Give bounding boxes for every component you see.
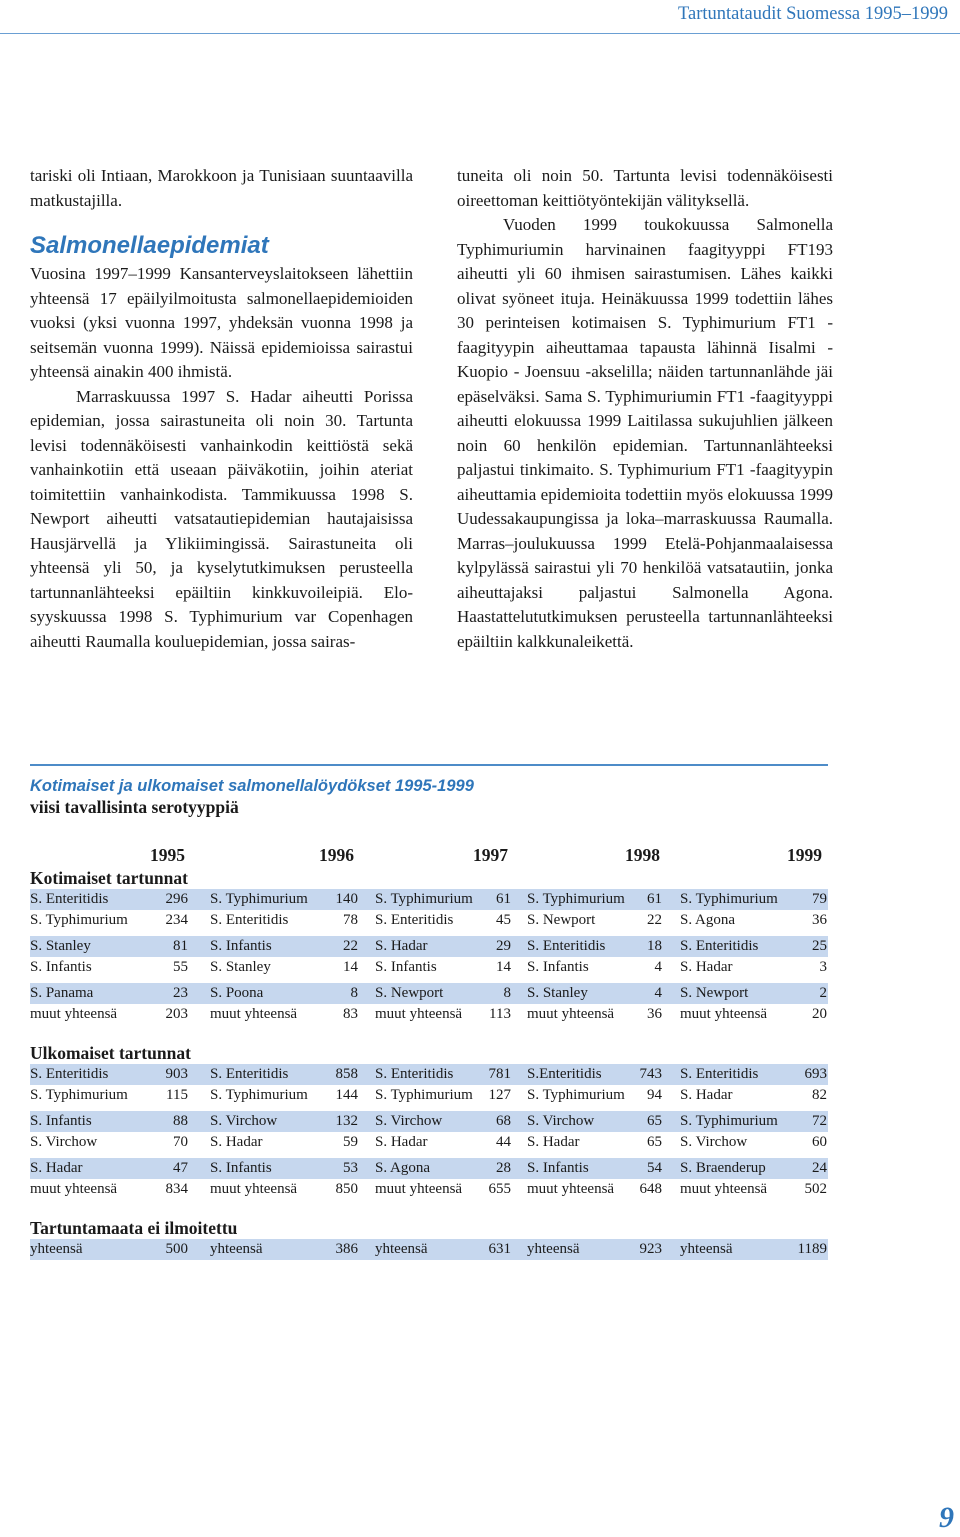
case-count: 28 [496, 1160, 511, 1176]
group-heading-domestic: Kotimaiset tartunnat [30, 868, 188, 888]
serotype-name: S. Hadar [30, 1160, 83, 1176]
serotype-name: S. Infantis [210, 938, 272, 954]
domestic-rows [30, 889, 828, 1025]
serotype-name: S. Enteritidis [527, 938, 606, 954]
serotype-name: S. Panama [30, 985, 94, 1001]
serotype-name: S. Stanley [527, 985, 588, 1001]
case-count: 115 [166, 1087, 188, 1103]
case-count: 3 [819, 959, 827, 975]
year-label: 1997 [473, 845, 508, 865]
case-count: 54 [647, 1160, 662, 1176]
case-count: 72 [812, 1113, 827, 1129]
serotype-name: S. Typhimurium [210, 891, 308, 907]
case-count: 631 [488, 1241, 511, 1257]
case-count: 36 [812, 912, 827, 928]
case-count: 113 [489, 1006, 511, 1022]
table-row [30, 957, 828, 978]
serotype-name: S. Infantis [30, 959, 92, 975]
serotype-name: S. Enteritidis [210, 912, 289, 928]
serotype-name: S. Typhimurium [30, 912, 128, 928]
case-count: 4 [654, 959, 662, 975]
case-count: 44 [496, 1134, 511, 1150]
year-label: 1998 [625, 845, 660, 865]
table-subtitle: viisi tavallisinta serotyyppiä [30, 797, 239, 817]
serotype-name: S. Infantis [527, 1160, 589, 1176]
case-count: 24 [812, 1160, 827, 1176]
case-count: 1189 [797, 1241, 827, 1257]
case-count: 743 [639, 1066, 662, 1082]
case-count: 79 [812, 891, 827, 907]
group-heading-unknown: Tartuntamaata ei ilmoitettu [30, 1218, 238, 1238]
serotype-name: S. Poona [210, 985, 264, 1001]
serotype-name: S. Infantis [527, 959, 589, 975]
case-count: 68 [496, 1113, 511, 1129]
case-count: 22 [647, 912, 662, 928]
unknown-rows [30, 1239, 828, 1260]
paragraph: Vuoden 1999 toukokuussa Salmonella Typhimuriumin harvinainen faagityyppi FT193 aiheutti yli 60 ihmisen sairastumisen. Lähes kaikki olivat syöneet ituja. Heinäkuussa 1999 todettiin lähes 30 perinteisen kotimaisen S. Typhimurium FT1 -faagityypin aiheuttamaa tapausta lähinnä Iisalmi - Kuopio - Joensuu -akselilla; näiden tartunnanlähde jäi epäselväksi. Sama S. Typhimuriumin FT1 -faagityyppi aiheutti elokuussa 1999 Laitilassa sukujuhlien jälkeen noin 60 henkilön epidemian. Tartunnanlähteeksi paljastui tinkimaito. S. Typhimurium FT1 -faagityypin aiheuttamia epidemioita todettiin myös elokuussa 1999 Uudessakaupungissa ja loka–marraskuussa Raumalla. Marras–joulukuussa 1999 Etelä-Pohjanmaalaisessa kylpylässä sairastui yli 70 henkilöä vatsatautiin, jonka aiheuttajaksi paljastui Salmonella Agona. Haastattelututkimuksen perusteella tartunnanlähteeksi epäiltiin kalkkunaleikettä. [457, 215, 833, 651]
serotype-name: yhteensä [527, 1241, 580, 1257]
case-count: 203 [165, 1006, 188, 1022]
serotype-name: S. Typhimurium [680, 1113, 778, 1129]
serotype-name: S. Typhimurium [210, 1087, 308, 1103]
table-row [30, 983, 828, 1004]
case-count: 81 [173, 938, 188, 954]
serotype-name: S. Hadar [680, 959, 733, 975]
case-count: 834 [165, 1181, 188, 1197]
salmonella-table [30, 764, 828, 1260]
table-row [30, 1111, 828, 1132]
table-row [30, 1158, 828, 1179]
case-count: 53 [343, 1160, 358, 1176]
table-rule [30, 764, 828, 766]
serotype-name: S. Braenderup [680, 1160, 766, 1176]
serotype-name: yhteensä [30, 1241, 83, 1257]
serotype-name: S. Virchow [210, 1113, 278, 1129]
year-header-row [30, 845, 828, 867]
case-count: 70 [173, 1134, 188, 1150]
header-rule [0, 33, 960, 34]
case-count: 903 [165, 1066, 188, 1082]
table-row [30, 1239, 828, 1260]
case-count: 47 [173, 1160, 188, 1176]
paragraph: Vuosina 1997–1999 Kansanterveyslaitokseen lähettiin yhteensä 17 epäilyilmoitusta salmonellaepidemioiden vuoksi (yksi vuonna 1997, yhdeksän vuonna 1998 ja seitsemän vuonna 1999). Näissä epidemioissa sairastui yhteensä ainakin 400 ihmistä. [30, 264, 413, 381]
serotype-name: S. Stanley [30, 938, 91, 954]
serotype-name: S. Newport [527, 912, 596, 928]
table-row [30, 889, 828, 910]
table-row [30, 1179, 828, 1200]
case-count: 693 [804, 1066, 827, 1082]
serotype-name: S. Enteritidis [375, 1066, 454, 1082]
case-count: 25 [812, 938, 827, 954]
case-count: 8 [350, 985, 358, 1001]
case-count: 94 [647, 1087, 662, 1103]
serotype-name: S. Hadar [527, 1134, 580, 1150]
group-heading-foreign: Ulkomaiset tartunnat [30, 1043, 191, 1063]
serotype-name: S. Virchow [680, 1134, 748, 1150]
case-count: 500 [165, 1241, 188, 1257]
serotype-name: S. Typhimurium [527, 1087, 625, 1103]
case-count: 20 [812, 1006, 827, 1022]
serotype-name: S. Enteritidis [30, 891, 109, 907]
serotype-name: S. Infantis [210, 1160, 272, 1176]
serotype-name: S. Typhimurium [375, 891, 473, 907]
serotype-name: muut yhteensä [210, 1006, 298, 1022]
serotype-name: S. Newport [375, 985, 444, 1001]
serotype-name: muut yhteensä [375, 1181, 463, 1197]
serotype-name: S. Enteritidis [30, 1066, 109, 1082]
table-row [30, 1004, 828, 1025]
case-count: 2 [819, 985, 827, 1001]
serotype-name: S. Typhimurium [375, 1087, 473, 1103]
serotype-name: S. Enteritidis [210, 1066, 289, 1082]
case-count: 18 [647, 938, 662, 954]
page-number: 9 [939, 1501, 954, 1534]
serotype-name: S. Hadar [375, 1134, 428, 1150]
case-count: 234 [165, 912, 188, 928]
article-right-column [457, 164, 833, 654]
serotype-name: muut yhteensä [527, 1181, 615, 1197]
serotype-name: S. Typhimurium [30, 1087, 128, 1103]
serotype-name: S. Infantis [375, 959, 437, 975]
year-label: 1995 [150, 845, 185, 865]
table-title: Kotimaiset ja ulkomaiset salmonellalöydökset 1995-1999 [30, 777, 474, 795]
serotype-name: yhteensä [375, 1241, 428, 1257]
case-count: 36 [647, 1006, 662, 1022]
case-count: 65 [647, 1134, 662, 1150]
case-count: 60 [812, 1134, 827, 1150]
case-count: 22 [343, 938, 358, 954]
case-count: 8 [503, 985, 511, 1001]
year-label: 1999 [787, 845, 822, 865]
case-count: 14 [496, 959, 511, 975]
case-count: 29 [496, 938, 511, 954]
serotype-name: muut yhteensä [680, 1006, 768, 1022]
serotype-name: S. Hadar [680, 1087, 733, 1103]
case-count: 655 [488, 1181, 511, 1197]
case-count: 65 [647, 1113, 662, 1129]
table-row [30, 1064, 828, 1085]
serotype-name: muut yhteensä [210, 1181, 298, 1197]
section-heading: Salmonellaepidemiat [30, 232, 269, 259]
case-count: 296 [165, 891, 188, 907]
case-count: 45 [496, 912, 511, 928]
foreign-rows [30, 1064, 828, 1200]
serotype-name: S. Typhimurium [680, 891, 778, 907]
running-header: Tartuntataudit Suomessa 1995–1999 [677, 4, 948, 24]
serotype-name: S. Newport [680, 985, 749, 1001]
paragraph: tuneita oli noin 50. Tartunta levisi todennäköisesti oireettoman keittiötyöntekijän välityksellä. [457, 166, 833, 210]
serotype-name: muut yhteensä [680, 1181, 768, 1197]
serotype-name: yhteensä [210, 1241, 263, 1257]
paragraph: Marraskuussa 1997 S. Hadar aiheutti Porissa epidemian, jossa sairastuneita oli noin 30. Tartunta levisi todennäköisesti vanhainkodin keittiöstä sekä vanhainkotiin että useaan päiväkotiin, joihin ateriat toimitettiin vanhainkodista. Tammikuussa 1998 S. Newport aiheutti vatsatautiepidemian hautajaisissa Hausjärvellä ja Ylikiimingissä. Sairastuneita oli yhteensä yli 50, ja kyselytutkimuksen perusteella tartunnanlähteeksi epäiltiin kinkkuvoileipiä. Elo-syyskuussa 1998 S. Typhimurium var Copenhagen aiheutti Raumalla kouluepidemian, jossa sairas- [30, 386, 413, 651]
year-label: 1996 [319, 845, 354, 865]
serotype-name: muut yhteensä [30, 1006, 118, 1022]
table-row [30, 936, 828, 957]
serotype-name: S.Enteritidis [527, 1066, 602, 1082]
case-count: 144 [335, 1087, 358, 1103]
serotype-name: S. Enteritidis [375, 912, 454, 928]
serotype-name: S. Agona [375, 1160, 431, 1176]
article-left-column [30, 164, 413, 654]
case-count: 78 [343, 912, 358, 928]
serotype-name: S. Infantis [30, 1113, 92, 1129]
case-count: 386 [335, 1241, 358, 1257]
case-count: 61 [647, 891, 662, 907]
case-count: 850 [335, 1181, 358, 1197]
case-count: 858 [335, 1066, 358, 1082]
serotype-name: yhteensä [680, 1241, 733, 1257]
case-count: 140 [335, 891, 358, 907]
table-row [30, 1132, 828, 1153]
serotype-name: muut yhteensä [375, 1006, 463, 1022]
serotype-name: S. Virchow [375, 1113, 443, 1129]
case-count: 923 [639, 1241, 662, 1257]
case-count: 4 [654, 985, 662, 1001]
table-row [30, 910, 828, 931]
case-count: 61 [496, 891, 511, 907]
serotype-name: S. Hadar [375, 938, 428, 954]
case-count: 82 [812, 1087, 827, 1103]
serotype-name: muut yhteensä [527, 1006, 615, 1022]
serotype-name: S. Hadar [210, 1134, 263, 1150]
case-count: 83 [343, 1006, 358, 1022]
case-count: 55 [173, 959, 188, 975]
serotype-name: S. Stanley [210, 959, 271, 975]
table-row [30, 1085, 828, 1106]
case-count: 132 [335, 1113, 358, 1129]
case-count: 88 [173, 1113, 188, 1129]
serotype-name: S. Enteritidis [680, 938, 759, 954]
serotype-name: S. Typhimurium [527, 891, 625, 907]
serotype-name: S. Virchow [527, 1113, 595, 1129]
intro-paragraph: tariski oli Intiaan, Marokkoon ja Tunisiaan suuntaavilla matkustajilla. [30, 166, 413, 210]
case-count: 648 [639, 1181, 662, 1197]
case-count: 23 [173, 985, 188, 1001]
case-count: 59 [343, 1134, 358, 1150]
case-count: 14 [343, 959, 358, 975]
serotype-name: S. Enteritidis [680, 1066, 759, 1082]
case-count: 502 [804, 1181, 827, 1197]
case-count: 127 [488, 1087, 511, 1103]
serotype-name: muut yhteensä [30, 1181, 118, 1197]
serotype-name: S. Virchow [30, 1134, 98, 1150]
case-count: 781 [488, 1066, 511, 1082]
serotype-name: S. Agona [680, 912, 736, 928]
